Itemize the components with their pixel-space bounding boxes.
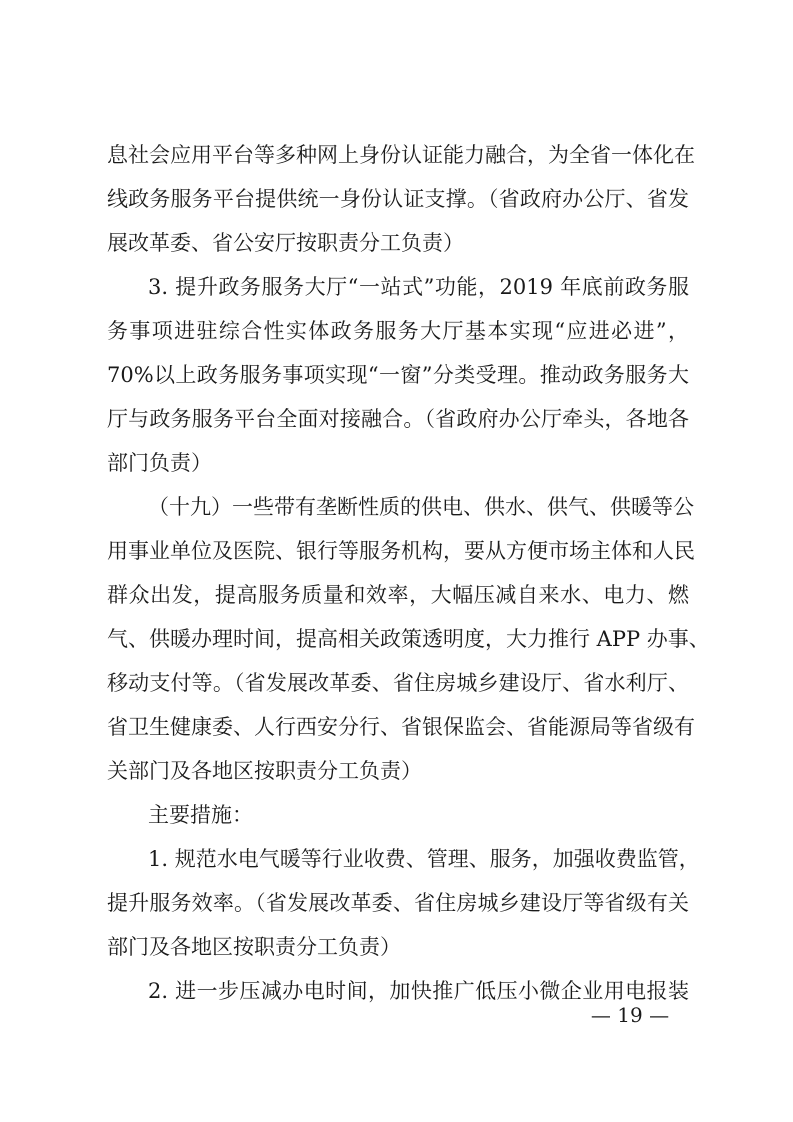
text-line: 展改革委、省公安厅按职责分工负责） [107,231,464,255]
text-line: 部门负责） [107,451,212,475]
text-line: 群众出发，提高服务质量和效率，大幅压减自来水、电力、燃 [107,583,689,607]
text-line: （十九）一些带有垄断性质的供电、供水、供气、供暖等公 [148,495,694,519]
text-line: 线政务服务平台提供统一身份认证支撑。（省政府办公厅、省发 [107,187,689,211]
text-line: 提升服务效率。（省发展改革委、省住房城乡建设厅等省级有关 [107,891,689,915]
text-line: 务事项进驻综合性实体政务服务大厅基本实现“应进必进”， [107,319,689,343]
section-heading: 主要措施： [148,803,253,827]
text-line: 气、供暖办理时间，提高相关政策透明度，大力推行 APP 办事、 [107,627,710,651]
text-line: 省卫生健康委、人行西安分行、省银保监会、省能源局等省级有 [107,715,695,739]
text-line: 关部门及各地区按职责分工负责） [107,759,422,783]
text-line: 1. 规范水电气暖等行业收费、管理、服务，加强收费监管， [148,847,700,871]
text-line: 部门及各地区按职责分工负责） [107,935,401,959]
page-number: — 19 — [590,1003,670,1027]
text-line: 厅与政务服务平台全面对接融合。（省政府办公厅牵头，各地各 [107,407,689,431]
text-line: 2. 进一步压减办电时间，加快推广低压小微企业用电报装 [148,979,689,1003]
text-line: 用事业单位及医院、银行等服务机构，要从方便市场主体和人民 [107,539,695,563]
text-line: 3. 提升政务服务大厅“一站式”功能，2019 年底前政务服 [148,275,689,299]
text-line: 息社会应用平台等多种网上身份认证能力融合，为全省一体化在 [107,143,695,167]
text-line: 移动支付等。（省发展改革委、省住房城乡建设厅、省水利厅、 [107,671,689,695]
text-line: 70%以上政务服务事项实现“一窗”分类受理。推动政务服务大 [107,363,689,387]
